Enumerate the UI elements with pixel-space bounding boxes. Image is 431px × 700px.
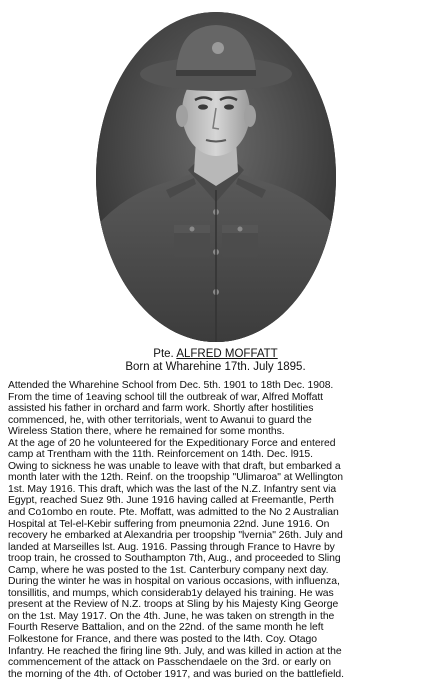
biography-line: Owing to sickness he was unable to leave with that draft, but embarked a — [8, 460, 341, 472]
soldier-name: ALFRED MOFFATT — [176, 348, 278, 360]
biography-line: From the time of 1eaving school till the outbreak of war, Alfred Moffatt — [8, 391, 324, 403]
biography-line: landed at Marseilles lst. Aug. 1916. Passing through France to Havre by — [8, 541, 335, 553]
biography-line: commencement of the attack on Passchendaele on the 3rd. or early on — [8, 657, 331, 669]
biography-line: troop train, he crossed to Southampton 7th, Aug., and proceeded to Sling — [8, 553, 341, 565]
biography-line: tonsillitis, and mumps, which considerab1y delayed his training. He was — [8, 587, 334, 599]
biography-line: Camp, where he was posted to the 1st. Canterbury company next day. — [8, 564, 329, 576]
biography-line: commenced, he, with other territorials, went to Awanui to guard the — [8, 414, 312, 426]
biography-line: on the 1st. May 1917. On the 4th. June, he was taken on strength in the — [8, 610, 335, 622]
biography-line: At the age of 20 he volunteered for the Expeditionary Force and entered — [8, 437, 336, 449]
biography-line: the morning of the 4th. of October 1917, and was buried on the battlefield. — [8, 668, 344, 680]
biography-line: and Co1ombo en route. Pte. Moffatt, was admitted to the No 2 Australian — [8, 507, 339, 519]
rank-label: Pte. — [153, 348, 174, 360]
biography-line: camp at Trentham with the 11th. Reinforcement on 14th. Dec. l915. — [8, 449, 313, 461]
biography-line: recovery he embarked at Alexandria per troopship "lvernia" 26th. July and — [8, 530, 343, 542]
biography-line: Folkestone for France, and there was posted to the l4th. Coy. Otago — [8, 634, 317, 646]
biography-line: Infantry. He reached the firing line 9th. July, and was killed in action at the — [8, 645, 342, 657]
biography-line: Attended the Wharehine School from Dec. 5th. 1901 to 18th Dec. 1908. — [8, 380, 334, 391]
portrait-caption-name — [0, 348, 431, 361]
biography-text — [8, 380, 425, 680]
biography-line: assisted his father in orchard and farm work. Shortly after hostilities — [8, 403, 314, 415]
biography-line: month later with the 12th. Reinf. on the troopship "Ulimaroa" at Wellington — [8, 472, 343, 484]
biography-line: present at the Review of N.Z. troops at Sling by his Majesty King George — [8, 599, 339, 611]
biography-line: Fourth Reserve Battalion, and on the 22nd. of the same month he left — [8, 622, 324, 634]
biography-line: Hospital at Tel-el-Kebir suffering from pneumonia 22nd. June 1916. On — [8, 518, 330, 530]
birth-info: Born at Wharehine 17th. July 1895. — [125, 361, 306, 373]
biography-line: Egypt, reached Suez 9th. June 1916 having called at Freemantle, Perth — [8, 495, 334, 507]
biography-line: Wireless Station there, where he remained for some months. — [8, 426, 285, 438]
soldier-portrait-photo — [96, 12, 336, 342]
biography-line: During the winter he was in hospital on various occasions, with influenza, — [8, 576, 340, 588]
biography-line: 1st. May 1916. This draft, which was the last of the N.Z. Infantry sent via — [8, 483, 337, 495]
